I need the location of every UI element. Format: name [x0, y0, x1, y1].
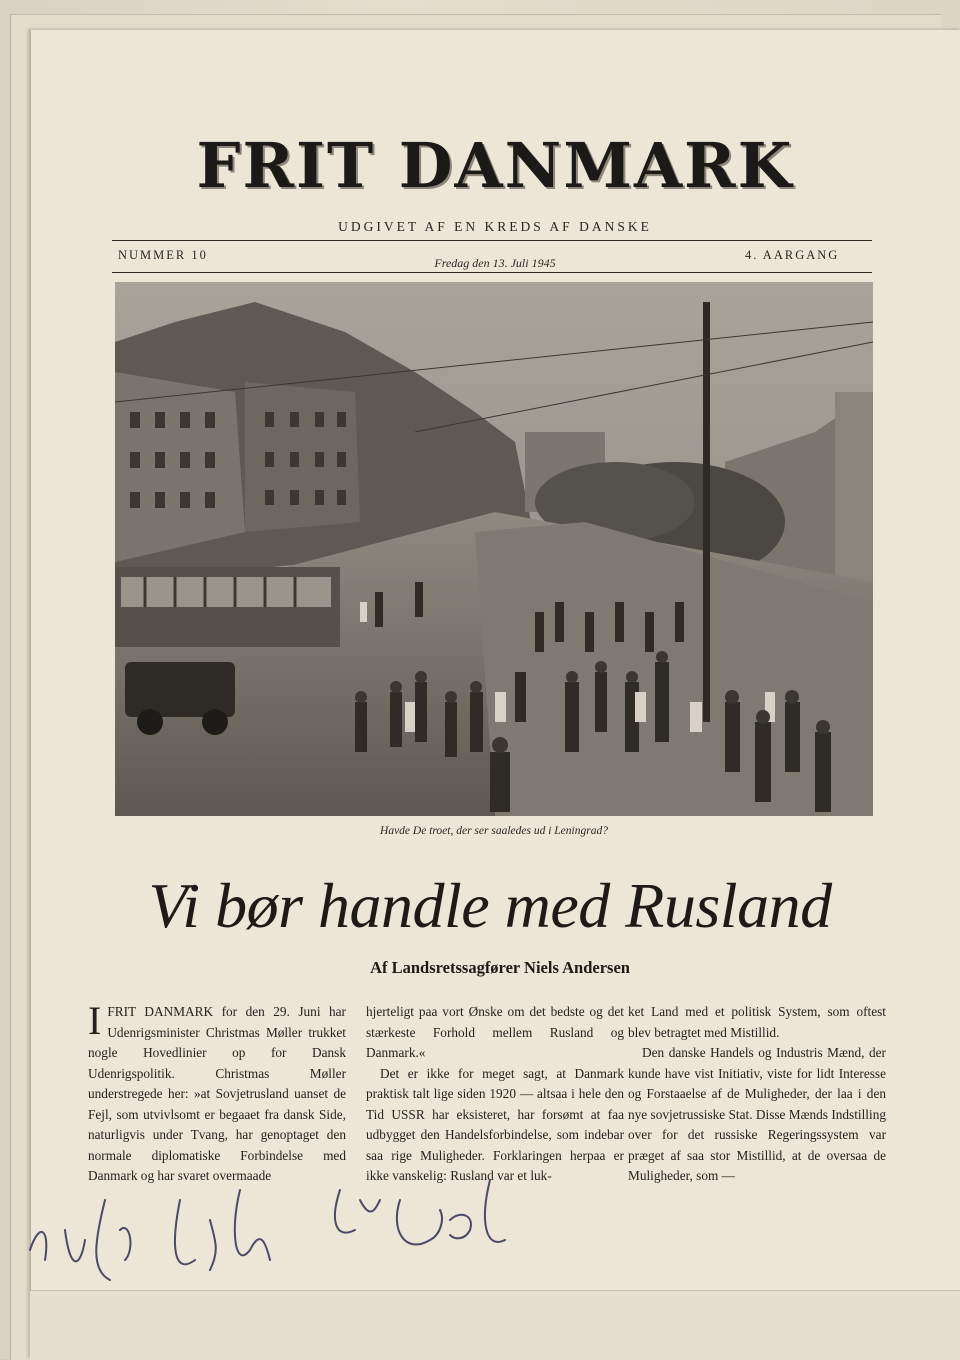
paragraph: ket Land med et politisk System, som oftest blev betragtet med Mistillid.: [628, 1004, 886, 1040]
drop-cap: I: [88, 998, 102, 1043]
paragraph: hjerteligt paa vort Ønske om det bedste og det stærkeste Forhold mellem Rusland og Danmark.«: [366, 1004, 624, 1060]
masthead-rule-top: [112, 240, 872, 241]
issue-volume: 4. AARGANG: [745, 248, 840, 262]
street-photo: [115, 282, 873, 816]
article-column-3: [628, 1002, 886, 1187]
issue-date: Fredag den 13. Juli 1945: [434, 256, 556, 270]
masthead-title: FRIT DANMARK: [196, 129, 794, 202]
article-column-1: [88, 998, 346, 1187]
paragraph: Den danske Handels og Industris Mænd, der kunde have vist Initiativ, viste for lidt Interesse og Forstaaelse af de Muligheder, der laa i den nye sovjetrussiske Stat. Disse Mænds Indstilling over for det russiske Regeringssystem var præget af saa stor Mistillid, at de oversaa de Muligheder, som —: [628, 1045, 886, 1183]
article-byline: Af Landsretssagfører Niels Andersen: [370, 958, 630, 977]
paragraph: FRIT DANMARK for den 29. Juni har Udenrigsminister Christmas Møller trukket nogle Hovedlinier op for Dansk Udenrigspolitik. Christmas Møller understregede her: »at Sovjetrusland uanset de Fejl, som utvivlsomt er begaaet fra dansk Side, naturligvis under Tvang, har genoptaget den normale diplomatiske Forbindelse med Danmark og har svaret overmaade: [88, 1004, 346, 1183]
photo-caption: Havde De troet, der ser saaledes ud i Leningrad?: [380, 825, 608, 837]
masthead-subtitle: UDGIVET AF EN KREDS AF DANSKE: [338, 219, 652, 234]
article-column-2: [366, 1002, 624, 1187]
article-headline: Vi bør handle med Rusland: [148, 870, 832, 941]
paragraph: Det er ikke for meget sagt, at Danmark praktisk talt lige siden 1920 — altsaa i hele den Tid USSR har eksisteret, har forsømt at faa udbygget den Handelsforbindelse, som indebar saa rige Muligheder. Forklaringen herpaa er ikke vanskelig: Rusland var et luk-: [366, 1065, 624, 1183]
masthead-rule-bottom: [112, 272, 872, 273]
handwritten-signature: [10, 1160, 710, 1310]
issue-number: NUMMER 10: [118, 248, 208, 262]
